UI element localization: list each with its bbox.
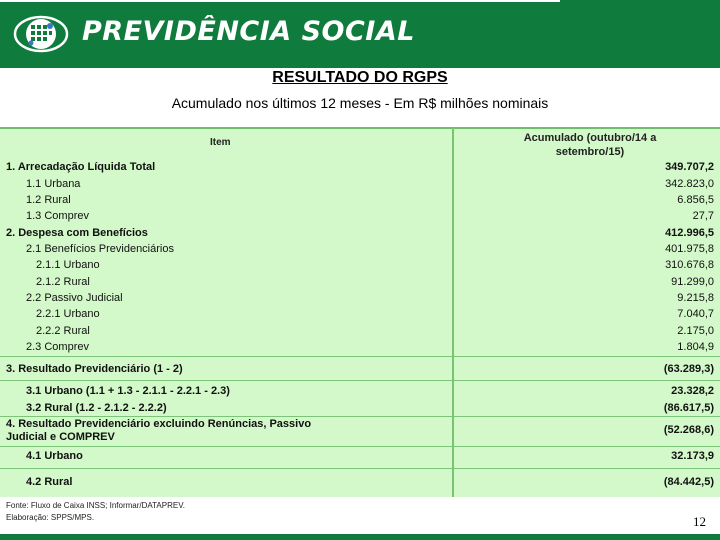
page-title: RESULTADO DO RGPS [272, 69, 448, 86]
page-subtitle: Acumulado nos últimos 12 meses - Em R$ milhões nominais [171, 95, 549, 111]
brand-name: PREVIDÊNCIA SOCIAL [82, 16, 415, 47]
row-separator [0, 468, 720, 469]
footer-source: Fonte: Fluxo de Caixa INSS; Informar/DATAPREV. [6, 501, 186, 510]
row-separator [0, 446, 720, 447]
row-separator [0, 356, 720, 357]
column-header-item: Item [210, 137, 231, 148]
column-header-accumulated: Acumulado (outubro/14 a setembro/15) [523, 132, 657, 158]
table-top-line [0, 127, 720, 129]
bottom-bar [0, 534, 720, 540]
row-separator [0, 380, 720, 381]
column-divider [452, 127, 454, 497]
row-separator [0, 416, 720, 417]
page-number: 12 [693, 514, 706, 529]
footer-notes [6, 500, 185, 524]
header-banner [0, 0, 720, 68]
footer-prepared: Elaboração: SPPS/MPS. [6, 513, 95, 522]
previdencia-logo-icon [12, 14, 70, 54]
banner-top-line [0, 0, 560, 2]
